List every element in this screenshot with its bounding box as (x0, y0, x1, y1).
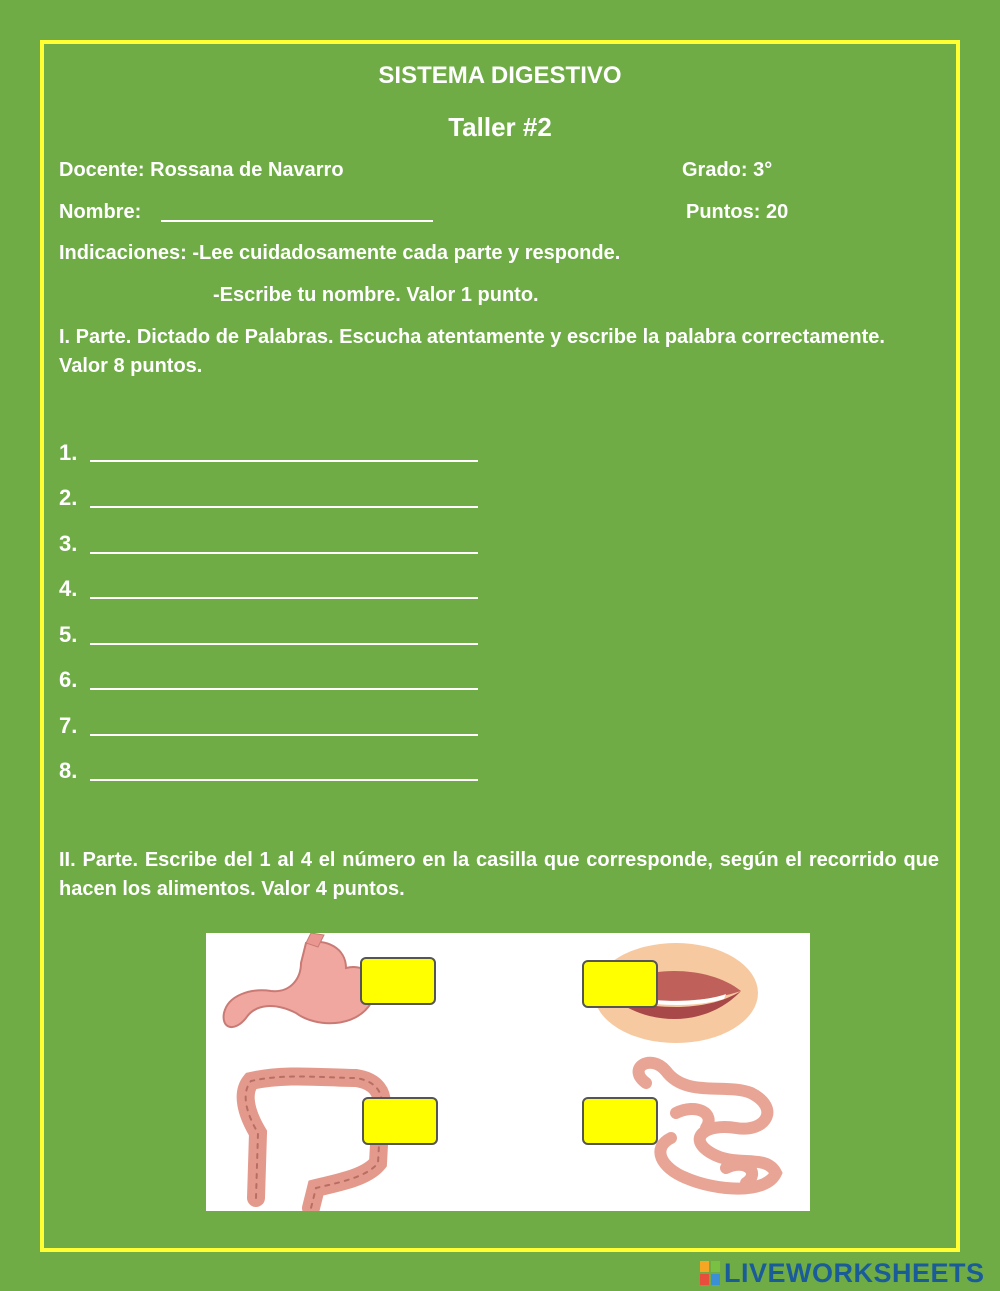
name-label: Nombre: (59, 201, 142, 223)
part-2-heading: II. Parte. Escribe del 1 al 4 el número en la casilla que corresponde, según el recorrido que hacen los alimentos. Valor 4 puntos. (59, 849, 939, 900)
answer-box-mouth[interactable] (582, 960, 658, 1008)
liveworksheets-badge-icon (700, 1261, 720, 1285)
dictation-answer-line[interactable] (90, 597, 478, 599)
stomach-image (224, 933, 375, 1027)
dictation-number: 6. (59, 667, 78, 692)
part-1-heading: I. Parte. Dictado de Palabras. Escucha atentamente y escribe la palabra correctamente. Valor 8 puntos. (59, 326, 885, 377)
dictation-answer-line[interactable] (90, 506, 478, 508)
dictation-number: 3. (59, 531, 78, 556)
organs-illustration (206, 933, 810, 1211)
dictation-number: 4. (59, 576, 78, 601)
dictation-number: 5. (59, 622, 78, 647)
dictation-answer-line[interactable] (90, 552, 478, 554)
digestive-organs-panel (206, 933, 810, 1211)
logo-text: LIVEWORKSHEETS (724, 1258, 985, 1288)
answer-box-stomach[interactable] (360, 957, 436, 1005)
points-label: Puntos: 20 (686, 201, 789, 223)
page-title: SISTEMA DIGESTIVO (378, 62, 622, 89)
small-intestine-image (639, 1063, 776, 1189)
dictation-number: 8. (59, 758, 78, 783)
answer-box-large-intestine[interactable] (362, 1097, 438, 1145)
dictation-answer-line[interactable] (90, 779, 478, 781)
dictation-answer-line[interactable] (90, 688, 478, 690)
instructions-line-2: -Escribe tu nombre. Valor 1 punto. (213, 284, 539, 306)
dictation-answer-line[interactable] (90, 643, 478, 645)
dictation-number: 7. (59, 713, 78, 738)
name-field[interactable] (161, 220, 433, 222)
answer-box-small-intestine[interactable] (582, 1097, 658, 1145)
dictation-answer-line[interactable] (90, 734, 478, 736)
large-intestine-image (246, 1076, 382, 1208)
page-subtitle: Taller #2 (448, 112, 552, 142)
dictation-number: 1. (59, 440, 78, 465)
grade-label: Grado: 3° (682, 159, 773, 181)
teacher-label: Docente: Rossana de Navarro (59, 159, 344, 181)
dictation-answer-line[interactable] (90, 460, 478, 462)
instructions-line-1: Indicaciones: -Lee cuidadosamente cada parte y responde. (59, 242, 621, 264)
dictation-number: 2. (59, 485, 78, 510)
liveworksheets-logo (700, 1258, 985, 1289)
